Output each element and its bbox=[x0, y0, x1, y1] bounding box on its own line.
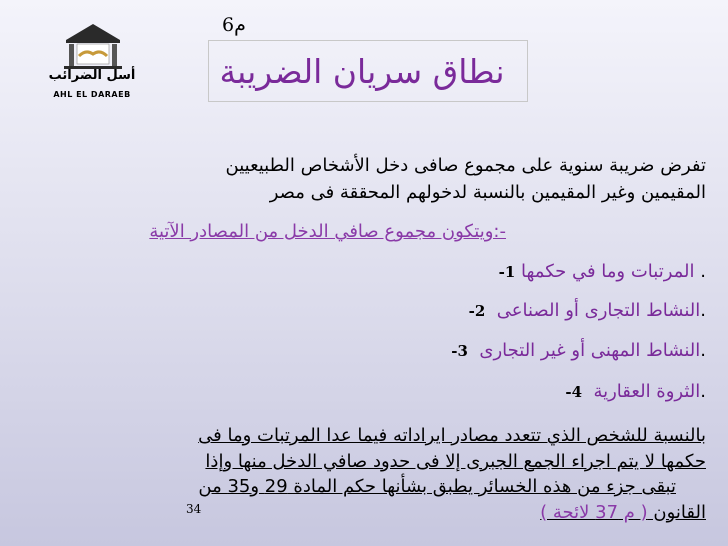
losses-line-3: تبقى جزء من هذه الخسائر يطبق بشأنها حكم المادة 29 و35 من bbox=[198, 476, 676, 497]
list-item-text: المرتبات وما في حكمها bbox=[521, 261, 695, 282]
intro-line-1: تفرض ضريبة سنوية على مجموع صافى دخل الأشخاص الطبيعيين bbox=[225, 155, 706, 176]
income-sources-heading: -:ويتكون مجموع صافي الدخل من المصادر الآتية bbox=[149, 221, 506, 242]
intro-paragraph bbox=[226, 152, 707, 206]
list-item-number: 2- bbox=[468, 302, 486, 320]
page-number: 34 bbox=[186, 502, 202, 516]
list-item bbox=[565, 381, 706, 402]
list-item-bullet: . bbox=[700, 300, 706, 321]
list-item-number: 1- bbox=[498, 263, 516, 281]
law-reference: القانون bbox=[647, 501, 706, 523]
losses-line-4 bbox=[198, 500, 706, 526]
list-item-text: الثروة العقارية bbox=[593, 381, 701, 402]
list-item-bullet: . bbox=[700, 381, 706, 402]
logo-english-text: AHL EL DARAEB bbox=[53, 90, 131, 99]
list-item bbox=[469, 300, 706, 321]
list-item-text: النشاط التجارى أو الصناعى bbox=[496, 300, 701, 321]
regulation-reference: ( م 37 لائحة ) bbox=[540, 501, 648, 523]
intro-line-2: المقيمين وغير المقيمين بالنسبة لدخولهم المحققة فى مصر bbox=[269, 182, 706, 203]
list-item bbox=[499, 261, 706, 282]
losses-line-1: بالنسبة للشخص الذي تتعدد مصادر ايراداته فيما عدا المرتبات وما فى bbox=[198, 425, 706, 446]
slide-number-top: م6 bbox=[222, 14, 246, 36]
list-item-text: النشاط المهنى أو غير التجارى bbox=[479, 340, 701, 361]
logo-arabic-text: أسل الضرائب bbox=[48, 68, 136, 83]
losses-line-2: حكمها لا يتم اجراء الجمع الجبرى إلا فى حدود صافي الدخل منها وإذا bbox=[205, 450, 706, 472]
list-item bbox=[451, 340, 706, 361]
list-item-bullet: . bbox=[694, 261, 706, 282]
losses-paragraph bbox=[198, 423, 706, 525]
list-item-number: 3- bbox=[451, 342, 468, 360]
page-title: نطاق سريان الضريبة bbox=[219, 52, 505, 91]
list-item-bullet: . bbox=[700, 340, 706, 361]
list-item-number: 4- bbox=[565, 383, 582, 401]
